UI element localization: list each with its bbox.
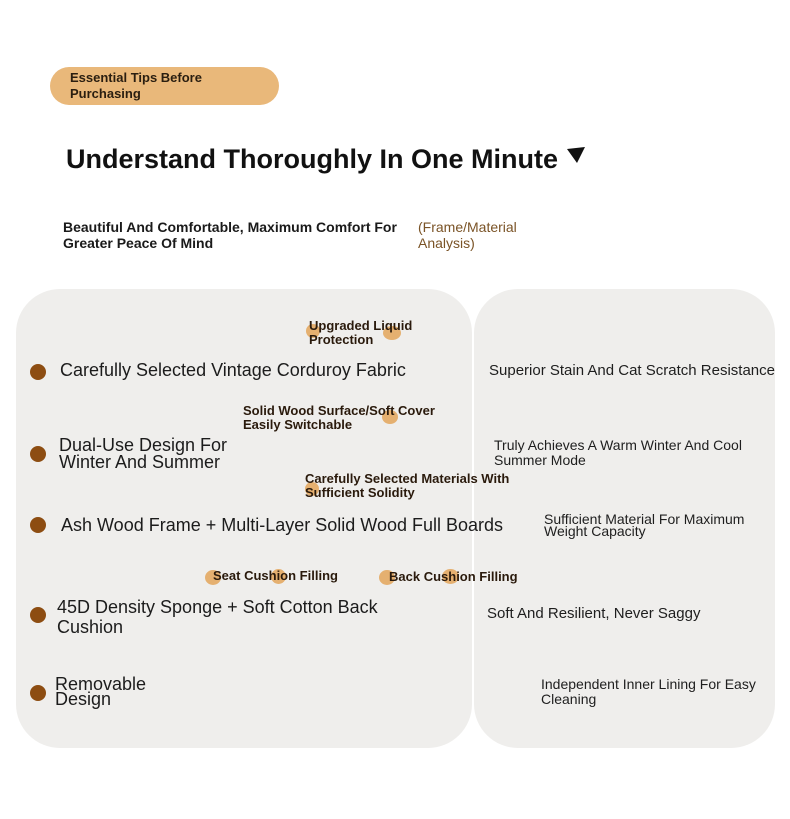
subtitle: Beautiful And Comfortable, Maximum Comfort For Greater Peace Of Mind (63, 219, 397, 251)
tag-switchable: Solid Wood Surface/Soft Cover Easily Switchable (243, 403, 435, 432)
brush-mark-icon (567, 147, 585, 163)
subtitle-note: (Frame/Material Analysis) (418, 219, 517, 251)
feature-label: Dual-Use Design For Winter And Summer (59, 435, 228, 472)
bullet-icon (30, 446, 46, 462)
bullet-icon (30, 517, 46, 533)
feature-description: Sufficient Material For Maximum Weight Capacity (544, 511, 745, 539)
tag-seat-cushion: Seat Cushion Filling (213, 568, 338, 583)
bullet-icon (30, 685, 46, 701)
feature-label: 45D Density Sponge + Soft Cotton Back Cushion (57, 597, 378, 637)
page-title: Understand Thoroughly In One Minute (66, 144, 558, 174)
tag-liquid-protection: Upgraded Liquid Protection (309, 318, 413, 347)
feature-label: Ash Wood Frame + Multi-Layer Solid Wood Full Boards (61, 515, 504, 535)
feature-description: Soft And Resilient, Never Saggy (487, 605, 701, 622)
feature-description: Superior Stain And Cat Scratch Resistance (489, 362, 775, 379)
tag-back-cushion: Back Cushion Filling (389, 569, 518, 584)
tips-pill (50, 67, 279, 105)
feature-label: Carefully Selected Vintage Corduroy Fabric (60, 360, 406, 380)
bullet-icon (30, 364, 46, 380)
feature-label: Removable Design (55, 674, 147, 709)
feature-description: Independent Inner Lining For Easy Cleaning (541, 676, 756, 707)
feature-description: Truly Achieves A Warm Winter And Cool Summer Mode (494, 437, 742, 468)
bullet-icon (30, 607, 46, 623)
tips-pill-label: Essential Tips Before Purchasing (70, 70, 202, 101)
tag-materials: Carefully Selected Materials With Sufficient Solidity (305, 471, 510, 500)
